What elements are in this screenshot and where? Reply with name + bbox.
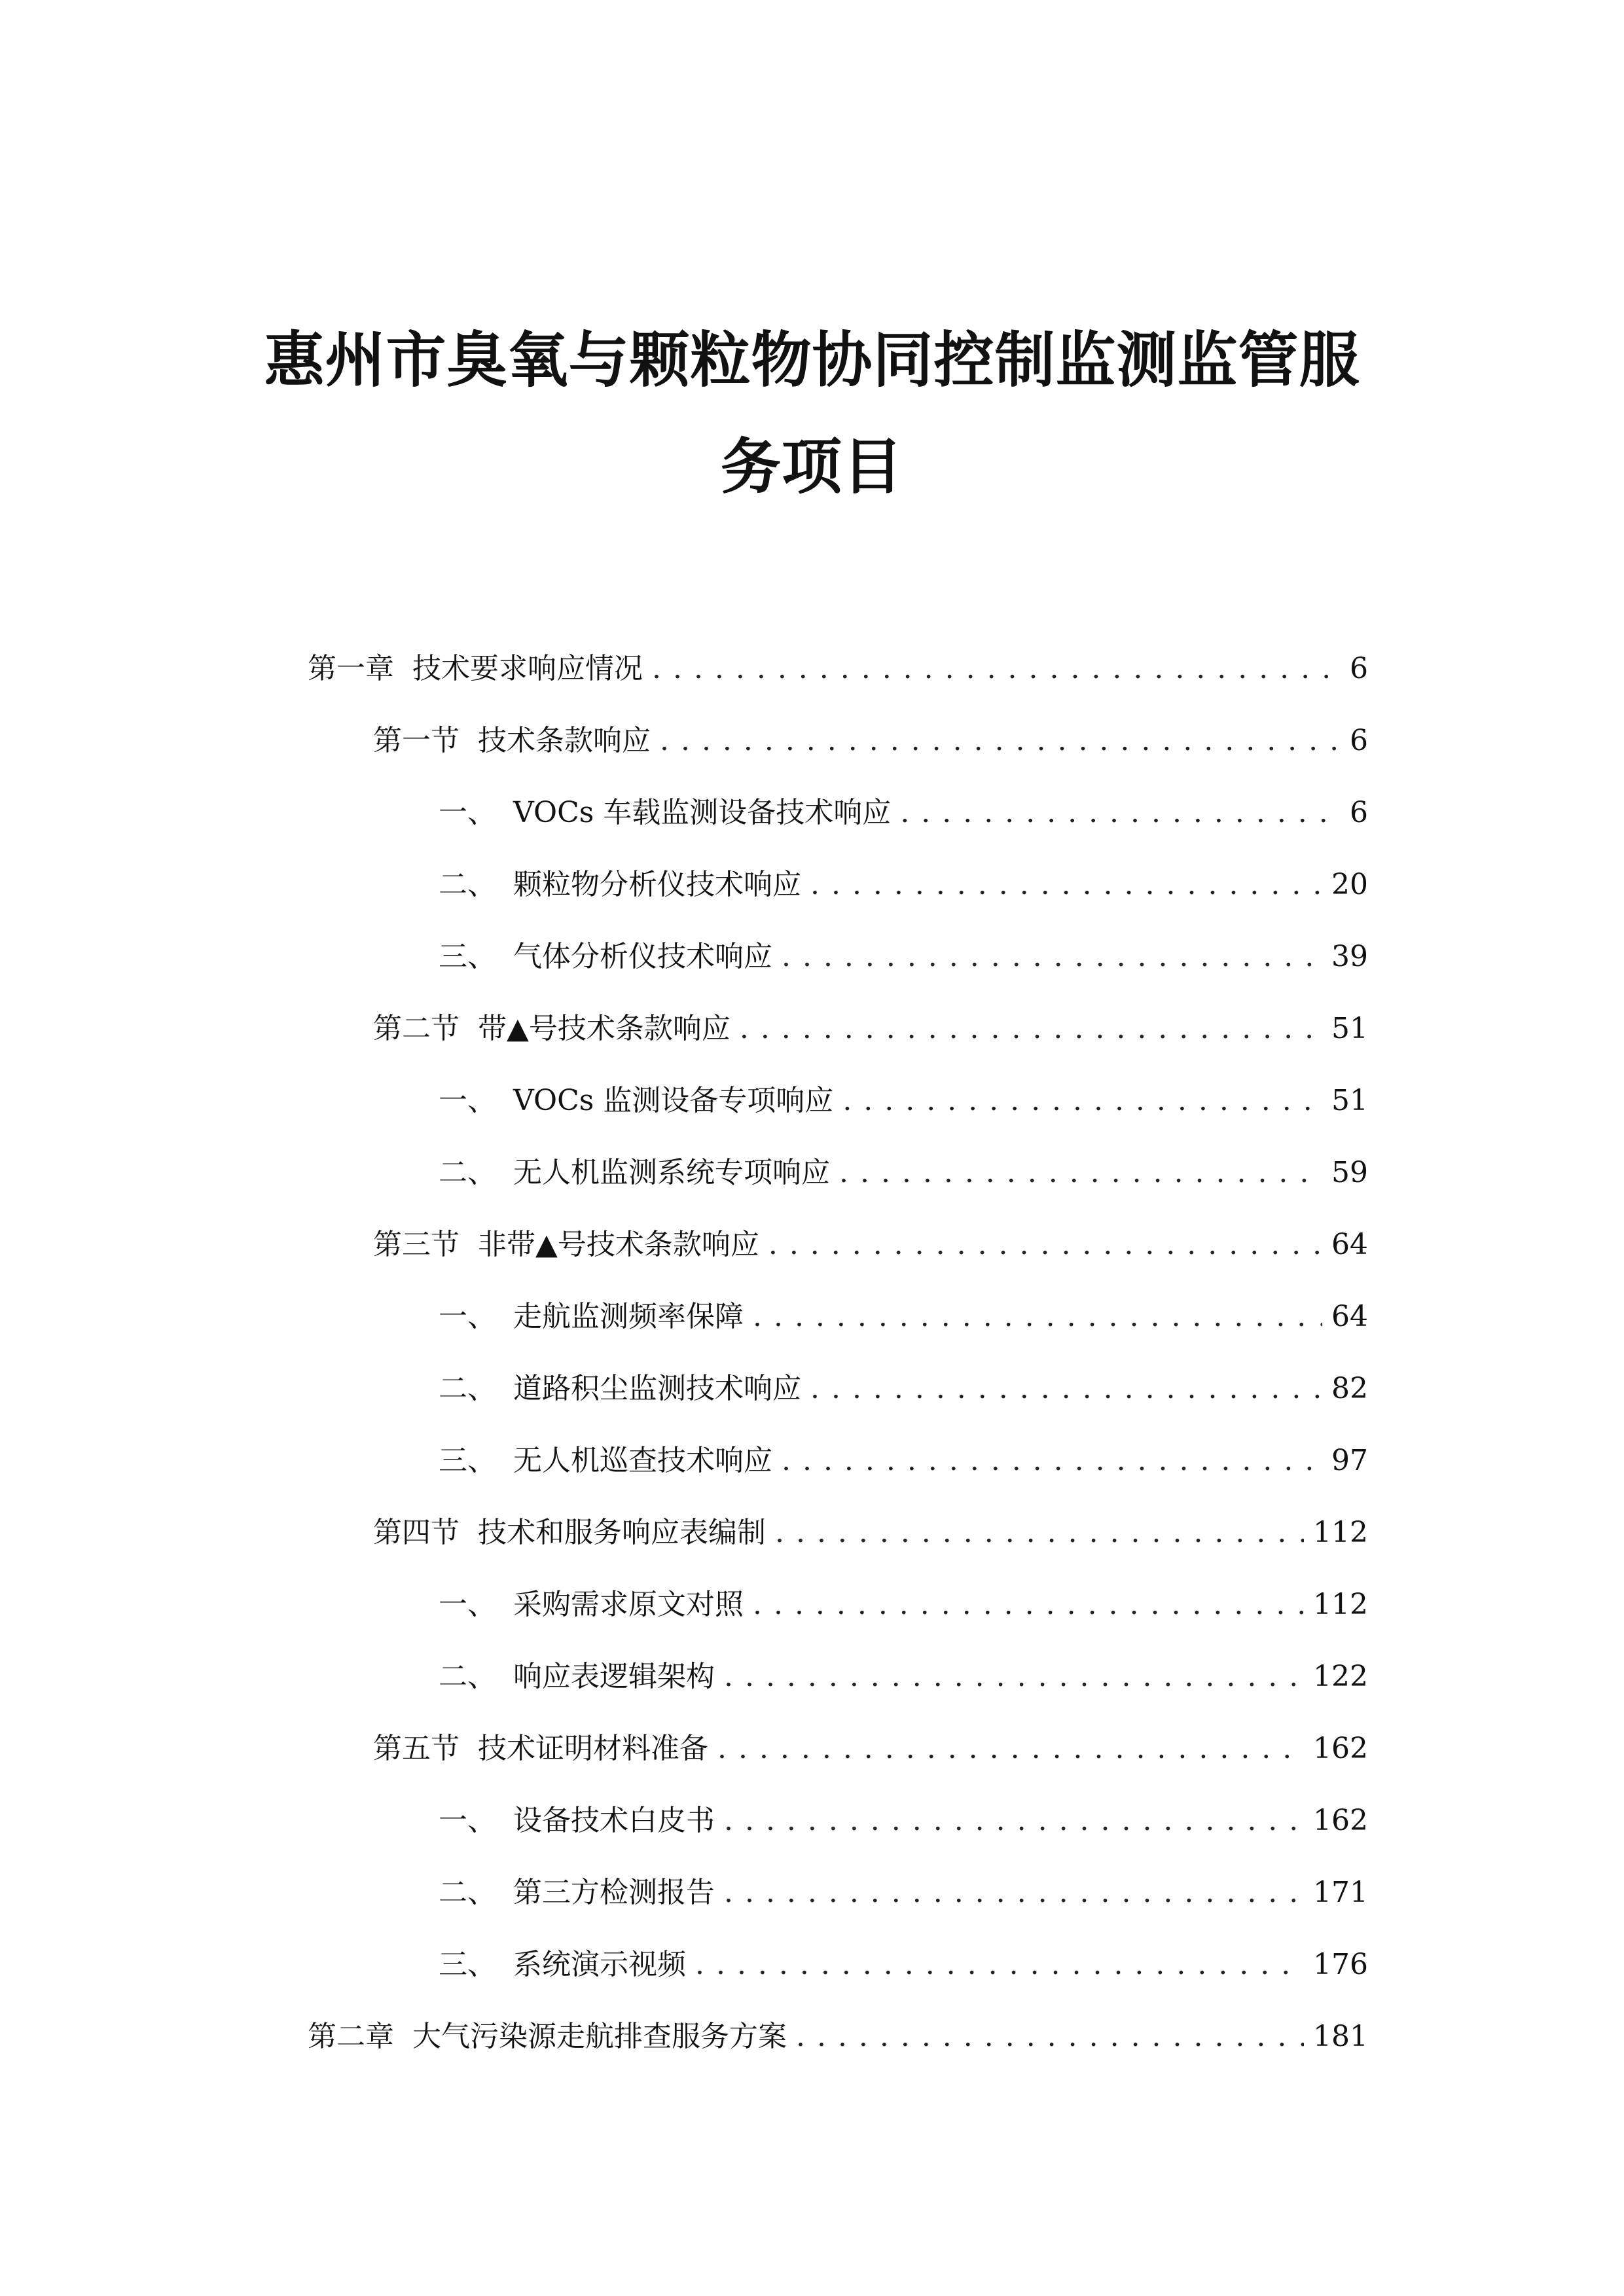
toc-page-number: 59 bbox=[1331, 1156, 1368, 1189]
toc-dot-leader bbox=[810, 1369, 1322, 1408]
toc-entry-number: 第二节 bbox=[373, 1012, 460, 1045]
toc-page-number: 112 bbox=[1313, 1516, 1368, 1549]
table-of-contents bbox=[308, 649, 1368, 2089]
toc-page-number: 176 bbox=[1313, 1948, 1368, 1981]
toc-entry[interactable] bbox=[308, 649, 1368, 721]
toc-entry[interactable] bbox=[308, 1009, 1368, 1081]
toc-entry-number: 一、 bbox=[439, 1084, 496, 1117]
toc-dot-leader bbox=[753, 1297, 1322, 1336]
toc-page-number: 162 bbox=[1313, 1804, 1368, 1837]
toc-dot-leader bbox=[724, 1801, 1304, 1840]
toc-entry-heading bbox=[373, 1729, 708, 1768]
toc-page-number: 82 bbox=[1331, 1372, 1368, 1405]
toc-dot-leader bbox=[768, 1225, 1322, 1265]
toc-entry-number: 二、 bbox=[439, 1156, 496, 1189]
toc-entry-number: 第二章 bbox=[308, 2020, 394, 2053]
toc-entry-heading bbox=[439, 1369, 801, 1408]
toc-page-number: 20 bbox=[1331, 868, 1368, 901]
toc-page-number: 51 bbox=[1331, 1084, 1368, 1117]
toc-entry-heading bbox=[439, 1801, 715, 1840]
toc-entry-heading bbox=[308, 2017, 787, 2056]
toc-entry-heading bbox=[373, 721, 651, 761]
toc-dot-leader bbox=[724, 1657, 1304, 1696]
toc-dot-leader bbox=[660, 721, 1339, 761]
toc-entry[interactable] bbox=[308, 721, 1368, 793]
toc-entry-number: 二、 bbox=[439, 1660, 496, 1693]
toc-entry-number: 第一章 bbox=[308, 652, 394, 685]
toc-entry-number: 一、 bbox=[439, 1588, 496, 1621]
toc-entry-heading bbox=[373, 1225, 759, 1265]
toc-entry-heading bbox=[439, 1945, 686, 1984]
toc-entry-number: 三、 bbox=[439, 940, 496, 973]
toc-entry-heading bbox=[439, 865, 801, 905]
toc-page-number: 6 bbox=[1350, 724, 1368, 757]
toc-entry-heading bbox=[373, 1513, 766, 1552]
toc-page-number: 97 bbox=[1331, 1444, 1368, 1477]
toc-entry-number: 第五节 bbox=[373, 1732, 460, 1765]
toc-entry-title: 采购需求原文对照 bbox=[513, 1588, 744, 1621]
toc-entry[interactable] bbox=[308, 1225, 1368, 1297]
toc-dot-leader bbox=[775, 1513, 1304, 1552]
toc-entry-heading bbox=[439, 937, 772, 977]
toc-page-number: 6 bbox=[1350, 796, 1368, 829]
toc-dot-leader bbox=[740, 1009, 1322, 1049]
toc-entry[interactable] bbox=[308, 1945, 1368, 2017]
toc-entry-title: 大气污染源走航排查服务方案 bbox=[412, 2020, 787, 2053]
document-title-line-2: 务项目 bbox=[720, 432, 903, 502]
toc-page-number: 171 bbox=[1313, 1876, 1368, 1909]
toc-entry-title: 第三方检测报告 bbox=[513, 1876, 715, 1909]
toc-entry-title: 技术和服务响应表编制 bbox=[478, 1516, 766, 1549]
toc-entry-number: 一、 bbox=[439, 1804, 496, 1837]
toc-page-number: 181 bbox=[1313, 2020, 1368, 2053]
toc-entry[interactable] bbox=[308, 1297, 1368, 1369]
document-title-line-1: 惠州市臭氧与颗粒物协同控制监测监管服 bbox=[264, 325, 1360, 395]
toc-entry-title: 技术要求响应情况 bbox=[412, 652, 643, 685]
toc-entry-title: 技术证明材料准备 bbox=[478, 1732, 708, 1765]
toc-dot-leader bbox=[810, 865, 1322, 905]
toc-entry-number: 第四节 bbox=[373, 1516, 460, 1549]
toc-page-number: 162 bbox=[1313, 1732, 1368, 1765]
toc-entry-title: 非带▲号技术条款响应 bbox=[478, 1228, 759, 1261]
toc-entry[interactable] bbox=[308, 1441, 1368, 1513]
toc-page-number: 112 bbox=[1313, 1588, 1368, 1621]
toc-entry-heading bbox=[439, 1585, 744, 1624]
toc-entry-heading bbox=[308, 649, 643, 689]
toc-entry-number: 第三节 bbox=[373, 1228, 460, 1261]
toc-entry-title: 设备技术白皮书 bbox=[513, 1804, 715, 1837]
toc-entry-number: 三、 bbox=[439, 1948, 496, 1981]
toc-entry[interactable] bbox=[308, 1585, 1368, 1657]
toc-entry[interactable] bbox=[308, 1513, 1368, 1585]
toc-entry-number: 一、 bbox=[439, 1300, 496, 1333]
toc-entry-heading bbox=[439, 1441, 772, 1480]
toc-entry-title: 响应表逻辑架构 bbox=[513, 1660, 715, 1693]
toc-dot-leader bbox=[842, 1081, 1322, 1121]
toc-page-number: 6 bbox=[1350, 652, 1368, 685]
toc-dot-leader bbox=[652, 649, 1339, 689]
toc-entry-heading bbox=[439, 1873, 715, 1912]
toc-entry[interactable] bbox=[308, 1729, 1368, 1801]
toc-entry-number: 第一节 bbox=[373, 724, 460, 757]
toc-entry[interactable] bbox=[308, 1369, 1368, 1441]
toc-entry-number: 一、 bbox=[439, 796, 496, 829]
toc-entry-title: 走航监测频率保障 bbox=[513, 1300, 744, 1333]
toc-dot-leader bbox=[782, 937, 1322, 977]
toc-entry-heading bbox=[439, 1657, 715, 1696]
toc-page-number: 39 bbox=[1331, 940, 1368, 973]
toc-entry[interactable] bbox=[308, 937, 1368, 1009]
toc-entry-heading bbox=[439, 793, 891, 833]
toc-entry-title: 气体分析仪技术响应 bbox=[513, 940, 772, 973]
toc-dot-leader bbox=[695, 1945, 1304, 1984]
toc-page-number: 51 bbox=[1331, 1012, 1368, 1045]
toc-entry-title: VOCs 监测设备专项响应 bbox=[513, 1084, 834, 1117]
toc-entry[interactable] bbox=[308, 2017, 1368, 2089]
toc-entry-number: 二、 bbox=[439, 1876, 496, 1909]
toc-entry-title: 道路积尘监测技术响应 bbox=[513, 1372, 801, 1405]
toc-entry[interactable] bbox=[308, 1657, 1368, 1729]
toc-entry-title: 系统演示视频 bbox=[513, 1948, 686, 1981]
toc-entry-number: 三、 bbox=[439, 1444, 496, 1477]
toc-entry[interactable] bbox=[308, 1081, 1368, 1153]
toc-entry-heading bbox=[439, 1153, 830, 1193]
toc-dot-leader bbox=[753, 1585, 1304, 1624]
toc-dot-leader bbox=[782, 1441, 1322, 1480]
toc-entry-title: 颗粒物分析仪技术响应 bbox=[513, 868, 801, 901]
toc-entry-title: VOCs 车载监测设备技术响应 bbox=[513, 796, 892, 829]
toc-dot-leader bbox=[724, 1873, 1304, 1912]
toc-entry-number: 二、 bbox=[439, 1372, 496, 1405]
toc-dot-leader bbox=[900, 793, 1339, 833]
document-title bbox=[196, 325, 1428, 502]
toc-entry-heading bbox=[439, 1297, 744, 1336]
toc-dot-leader bbox=[839, 1153, 1322, 1193]
toc-entry-title: 带▲号技术条款响应 bbox=[478, 1012, 731, 1045]
toc-dot-leader bbox=[717, 1729, 1304, 1768]
toc-dot-leader bbox=[796, 2017, 1304, 2056]
toc-entry-title: 无人机监测系统专项响应 bbox=[513, 1156, 830, 1189]
toc-entry[interactable] bbox=[308, 1153, 1368, 1225]
toc-page-number: 64 bbox=[1331, 1228, 1368, 1261]
toc-entry-title: 无人机巡查技术响应 bbox=[513, 1444, 772, 1477]
toc-entry[interactable] bbox=[308, 1873, 1368, 1945]
toc-entry-heading bbox=[373, 1009, 731, 1049]
toc-entry-title: 技术条款响应 bbox=[478, 724, 651, 757]
toc-entry[interactable] bbox=[308, 865, 1368, 937]
toc-entry-number: 二、 bbox=[439, 868, 496, 901]
toc-entry-heading bbox=[439, 1081, 833, 1121]
toc-entry[interactable] bbox=[308, 793, 1368, 865]
toc-page-number: 122 bbox=[1313, 1660, 1368, 1693]
toc-entry[interactable] bbox=[308, 1801, 1368, 1873]
toc-page-number: 64 bbox=[1331, 1300, 1368, 1333]
